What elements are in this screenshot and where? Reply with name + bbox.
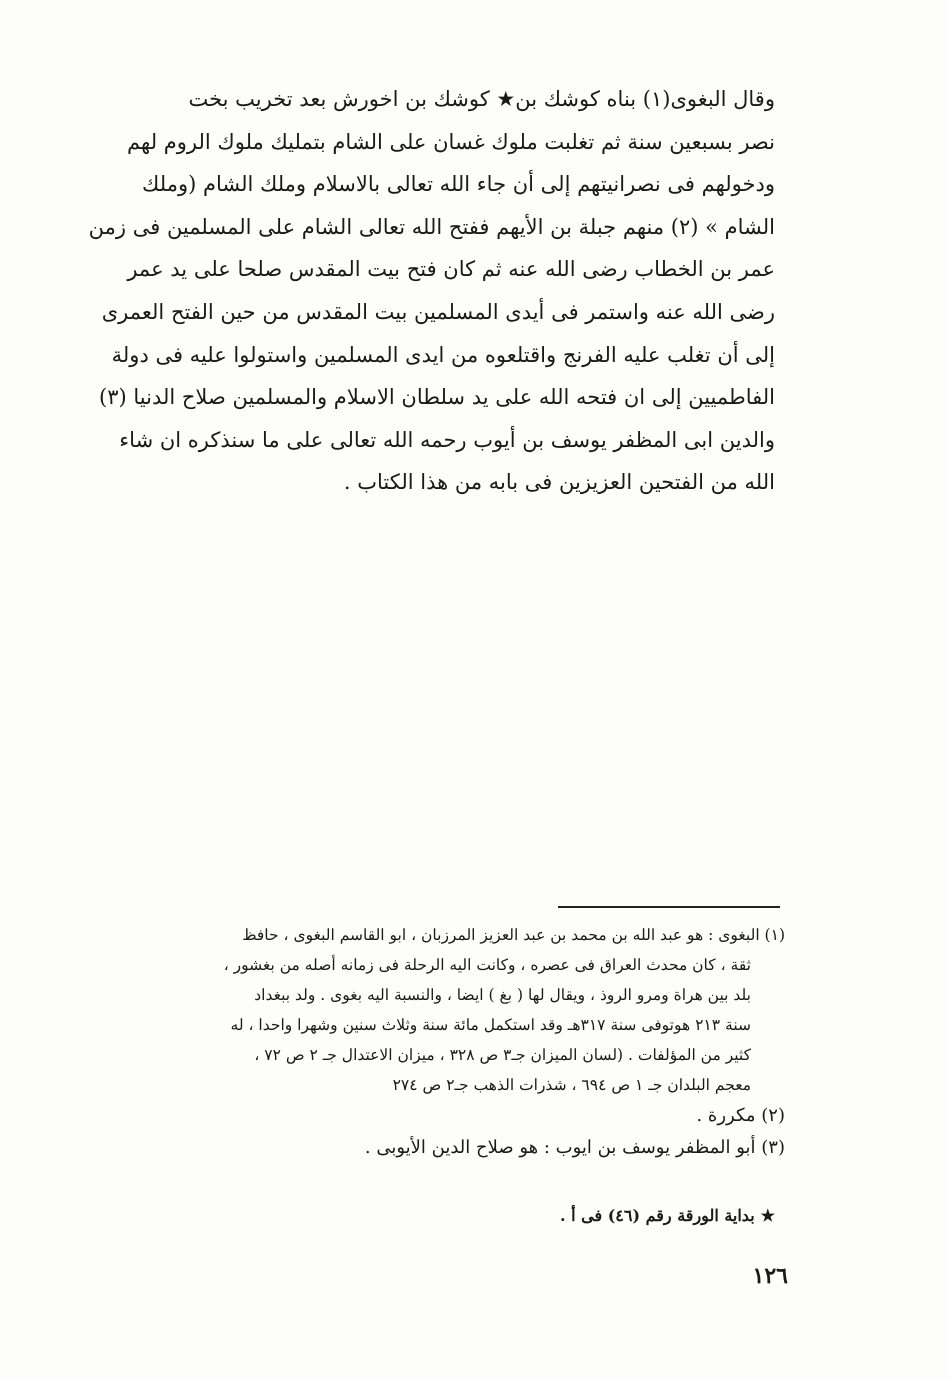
body-line: وقال البغوى(١) بناه كوشك بن★ كوشك بن اخورش بعد تخريب بخت [188,87,775,111]
body-line: الله من الفتحين العزيزين فى بابه من هذا الكتاب . [343,470,775,495]
footnote-3: (٣) أبو المظفر يوسف بن ايوب : هو صلاح الدين الأيوبى . [364,1137,785,1158]
body-line: والدين ابى المظفر يوسف بن أيوب رحمه الله تعالى على ما سنذكره ان شاء [119,427,775,452]
body-line: ودخولهم فى نصرانيتهم إلى أن جاء الله تعالى بالاسلام وملك الشام (وملك [142,172,775,197]
footnote-separator-rule [558,906,780,908]
footnote-1-line: ثقة ، كان محدث العراق فى عصره ، وكانت اليه الرحلة فى زمانه أصله من بغشور ، [223,956,751,974]
body-line: نصر بسبعين سنة ثم تغلبت ملوك غسان على الشام بتمليك ملوك الروم لهم [127,129,775,154]
body-line: الشام » (٢) منهم جبلة بن الأيهم ففتح الله تعالى الشام على المسلمين فى زمن [88,214,775,239]
body-line: عمر بن الخطاب رضى الله عنه ثم كان فتح بيت المقدس صلحا على يد عمر [127,257,775,282]
footnote-1-line: سنة ٢١٣ هوتوفى سنة ٣١٧هـ وقد استكمل مائة سنة وثلاث سنين وشهرا واحدا ، له [230,1016,751,1034]
footnote-1-line: (١) البغوى : هو عبد الله بن محمد بن عبد العزيز المرزبان ، ابو القاسم البغوى ، حافظ [242,926,785,944]
page-number: ١٢٦ [752,1263,788,1289]
footnote-1-line: معجم البلدان جـ ١ ص ٦٩٤ ، شذرات الذهب جـ٢ ص ٢٧٤ [392,1076,751,1094]
body-line: رضى الله عنه واستمر فى أيدى المسلمين بيت المقدس من حين الفتح العمرى [101,299,775,324]
folio-start-note [330,1206,775,1225]
footnotes-block [125,920,785,1164]
footnote-1-line: بلد بين هراة ومرو الروذ ، ويقال لها ( بغ ) ايضا ، والنسبة اليه بغوى . ولد ببغداد [254,986,751,1004]
main-text-block [88,78,775,504]
body-line: إلى أن تغلب عليه الفرنج واقتلعوه من ايدى المسلمين واستولوا عليه فى دولة [111,342,775,367]
folio-start-text: بداية الورقة رقم (٤٦) فى أ . [560,1206,755,1225]
star-icon: ★ [760,1206,775,1225]
footnote-2: (٢) مكررة . [696,1105,785,1126]
footnote-1-line: كثير من المؤلفات . (لسان الميزان جـ٣ ص ٣٢٨ ، ميزان الاعتدال جـ ٢ ص ٧٢ ، [254,1046,751,1064]
body-line: الفاطميين إلى ان فتحه الله على يد سلطان الاسلام والمسلمين صلاح الدنيا (٣) [99,385,775,410]
